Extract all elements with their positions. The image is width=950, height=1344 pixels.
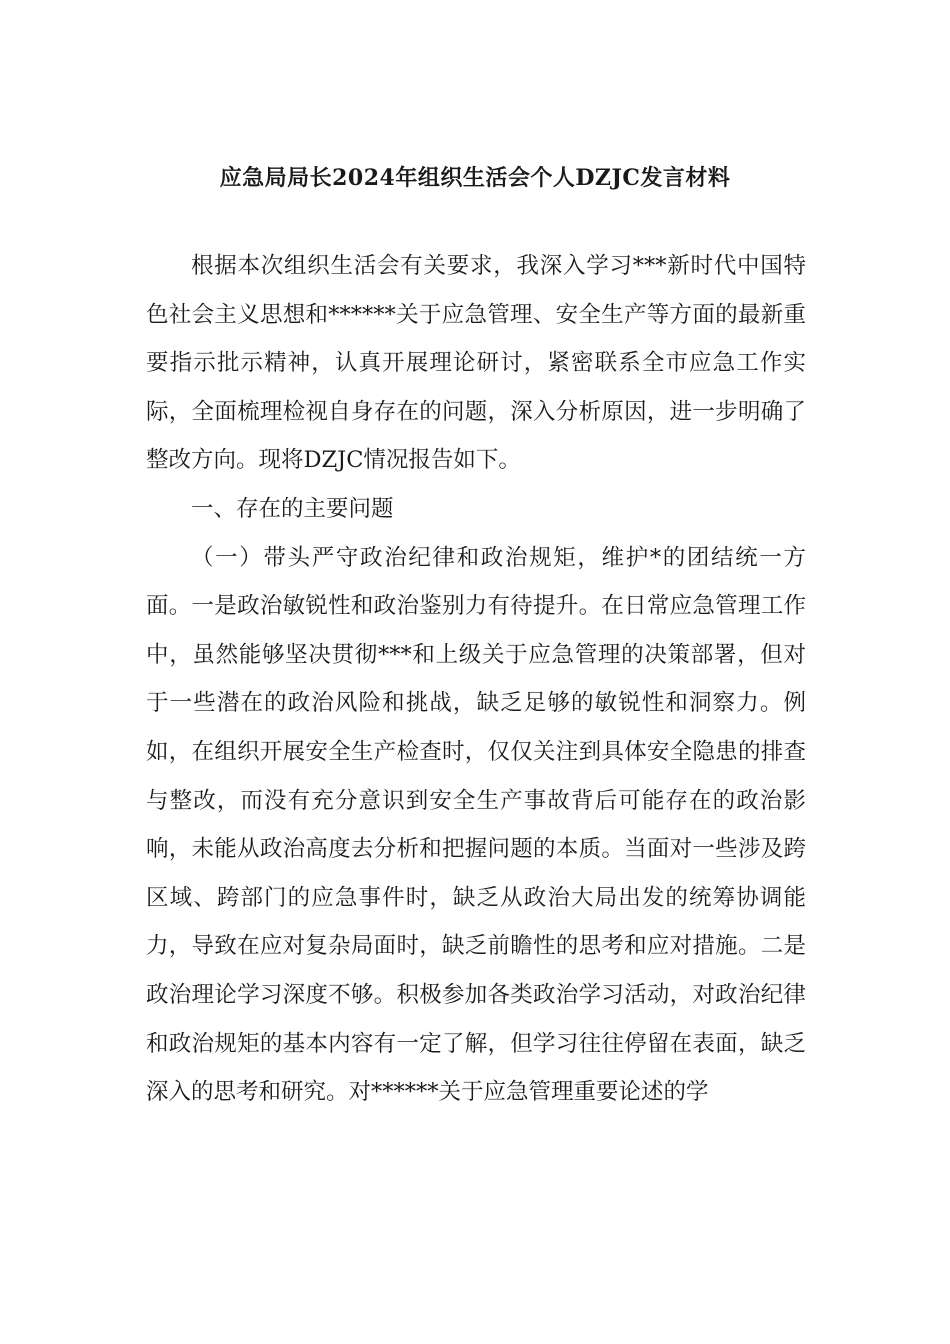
- subsection-paragraph-1: （一）带头严守政治纪律和政治规矩，维护*的团结统一方面。一是政治敏锐性和政治鉴别力有待提升。在日常应急管理工作中，虽然能够坚决贯彻***和上级关于应急管理的决策部署，但对于一些潜在的政治风险和挑战，缺乏足够的敏锐性和洞察力。例如，在组织开展安全生产检查时，仅仅关注到具体安全隐患的排查与整改，而没有充分意识到安全生产事故背后可能存在的政治影响，未能从政治高度去分析和把握问题的本质。当面对一些涉及跨区域、跨部门的应急事件时，缺乏从政治大局出发的统筹协调能力，导致在应对复杂局面时，缺乏前瞻性的思考和应对措施。二是政治理论学习深度不够。积极参加各类政治学习活动，对政治纪律和政治规矩的基本内容有一定了解，但学习往往停留在表面，缺乏深入的思考和研究。对******关于应急管理重要论述的学: [146, 544, 806, 1106]
- document-title: 应急局局长2024年组织生活会个人DZJC发言材料: [219, 165, 731, 191]
- document-body: [146, 242, 806, 1117]
- section-heading-problems: 一、存在的主要问题: [191, 495, 394, 522]
- intro-paragraph: 根据本次组织生活会有关要求，我深入学习***新时代中国特色社会主义思想和******关于应急管理、安全生产等方面的最新重要指示批示精神，认真开展理论研讨，紧密联系全市应急工作实际，全面梳理检视自身存在的问题，深入分析原因，进一步明确了整改方向。现将DZJC情况报告如下。: [146, 253, 806, 474]
